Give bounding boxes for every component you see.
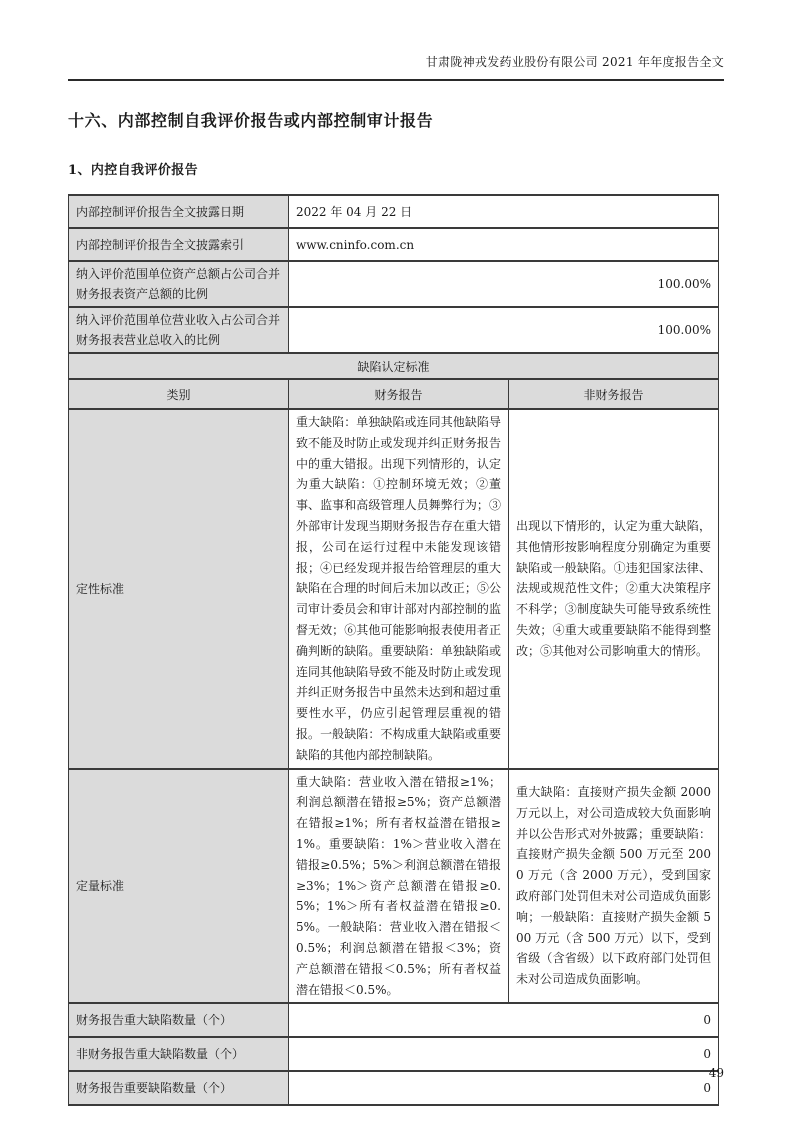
table-row (69, 1003, 719, 1037)
financial-important-defect-count: 0 (289, 1071, 719, 1105)
row-label: 纳入评价范围单位资产总额占公司合并财务报表资产总额的比例 (69, 261, 289, 307)
non-financial-major-defect-count: 0 (289, 1037, 719, 1071)
disclosure-index-value: www.cninfo.com.cn (289, 228, 719, 261)
table-row (69, 261, 719, 307)
row-label: 财务报告重要缺陷数量（个） (69, 1071, 289, 1105)
column-header-category: 类别 (69, 379, 289, 409)
row-label: 财务报告重大缺陷数量（个） (69, 1003, 289, 1037)
column-header-non-financial: 非财务报告 (509, 379, 719, 409)
row-label: 定性标准 (69, 409, 289, 769)
quantitative-standard-row (69, 769, 719, 1004)
internal-control-table (68, 194, 719, 1106)
qualitative-standard-row (69, 409, 719, 769)
table-row (69, 307, 719, 353)
table-row (69, 228, 719, 261)
defect-standard-header: 缺陷认定标准 (69, 353, 719, 379)
row-label: 定量标准 (69, 769, 289, 1004)
table-row (69, 1071, 719, 1105)
column-header-financial: 财务报告 (289, 379, 509, 409)
row-label: 内部控制评价报告全文披露日期 (69, 195, 289, 228)
quantitative-financial-text: 重大缺陷：营业收入潜在错报≥1%；利润总额潜在错报≥5%；资产总额潜在错报≥1%；所有者权益潜在错报≥1%。重要缺陷：1%＞营业收入潜在错报≥0.5%；5%＞利润总额潜在错报≥3%；1%＞资产总额潜在错报≥0.5%；1%＞所有者权益潜在错报≥0.5%。一般缺陷：营业收入潜在错报＜0.5%；利润总额潜在错报＜3%；资产总额潜在错报＜0.5%；所有者权益潜在错报＜0.5%。 (289, 769, 509, 1004)
table-row (69, 1037, 719, 1071)
table-row (69, 195, 719, 228)
revenue-ratio-value: 100.00% (289, 307, 719, 353)
asset-ratio-value: 100.00% (289, 261, 719, 307)
row-label: 非财务报告重大缺陷数量（个） (69, 1037, 289, 1071)
row-label: 纳入评价范围单位营业收入占公司合并财务报表营业总收入的比例 (69, 307, 289, 353)
subsection-title: 1、内控自我评价报告 (68, 163, 199, 178)
page-content (68, 0, 724, 1106)
qualitative-financial-text: 重大缺陷：单独缺陷或连同其他缺陷导致不能及时防止或发现并纠正财务报告中的重大错报。出现下列情形的，认定为重大缺陷：①控制环境无效；②董事、监事和高级管理人员舞弊行为；③外部审计发现当期财务报告存在重大错报，公司在运行过程中未能发现该错报；④已经发现并报告给管理层的重大缺陷在合理的时间后未加以改正；⑤公司审计委员会和审计部对内部控制的监督无效；⑥其他可能影响报表使用者正确判断的缺陷。重要缺陷：单独缺陷或连同其他缺陷导致不能及时防止或发现并纠正财务报告中虽然未达到和超过重要性水平，仍应引起管理层重视的错报。一般缺陷：不构成重大缺陷或重要缺陷的其他内部控制缺陷。 (289, 409, 509, 769)
financial-major-defect-count: 0 (289, 1003, 719, 1037)
running-header: 甘肃陇神戎发药业股份有限公司 2021 年年度报告全文 (68, 0, 724, 81)
row-label: 内部控制评价报告全文披露索引 (69, 228, 289, 261)
table-section-header-row (69, 353, 719, 379)
quantitative-non-financial-text: 重大缺陷：直接财产损失金额 2000 万元以上，对公司造成较大负面影响并以公告形式对外披露；重要缺陷：直接财产损失金额 500 万元至 2000 万元（含 2000 万元），受到国家政府部门处罚但未对公司造成负面影响；一般缺陷：直接财产损失金额 500 万元（含 500 万元）以下，受到省级（含省级）以下政府部门处罚但未对公司造成负面影响。 (509, 769, 719, 1004)
section-title: 十六、内部控制自我评价报告或内部控制审计报告 (68, 111, 434, 130)
disclosure-date-value: 2022 年 04 月 22 日 (289, 195, 719, 228)
qualitative-non-financial-text: 出现以下情形的，认定为重大缺陷，其他情形按影响程度分别确定为重要缺陷或一般缺陷。①违犯国家法律、法规或规范性文件；②重大决策程序不科学；③制度缺失可能导致系统性失效；④重大或重要缺陷不能得到整改；⑤其他对公司影响重大的情形。 (509, 409, 719, 769)
table-column-header-row (69, 379, 719, 409)
page-number: 49 (708, 1066, 724, 1080)
